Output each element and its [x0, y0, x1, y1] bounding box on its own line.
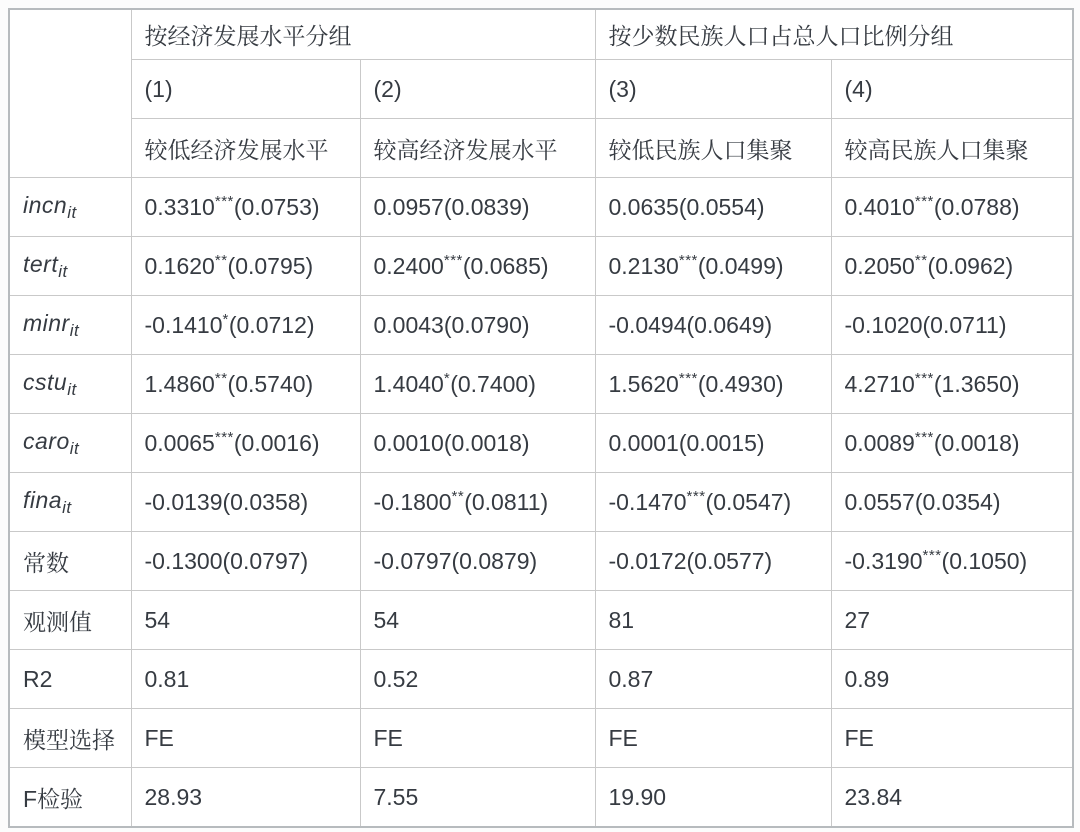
value-cell: 0.3310***(0.0753): [131, 178, 360, 237]
significance-stars: *: [443, 369, 451, 387]
value-cell: FE: [831, 709, 1073, 768]
value-cell: 4.2710***(1.3650): [831, 355, 1073, 414]
table-row: [9, 532, 1073, 591]
value-cell: -0.0172(0.0577): [595, 532, 831, 591]
table-row: [9, 237, 1073, 296]
significance-stars: ***: [678, 251, 698, 269]
row-label: [9, 355, 131, 414]
value-cell: -0.3190***(0.1050): [831, 532, 1073, 591]
variable-name: incn: [23, 191, 68, 218]
table-row: [9, 709, 1073, 768]
model-number-row: [9, 60, 1073, 119]
value-cell: 54: [131, 591, 360, 650]
table-row: [9, 768, 1073, 828]
model-number-3: (3): [595, 60, 831, 119]
value-cell: FE: [595, 709, 831, 768]
variable-name: tert: [23, 250, 59, 277]
row-label: [9, 178, 131, 237]
table-row: [9, 355, 1073, 414]
value-cell: 0.1620**(0.0795): [131, 237, 360, 296]
value-cell: 54: [360, 591, 595, 650]
value-cell: 0.4010***(0.0788): [831, 178, 1073, 237]
value-cell: 7.55: [360, 768, 595, 828]
variable-subscript: it: [67, 379, 77, 399]
value-cell: 0.0010(0.0018): [360, 414, 595, 473]
subheader-row: [9, 119, 1073, 178]
value-cell: FE: [360, 709, 595, 768]
value-cell: 23.84: [831, 768, 1073, 828]
value-cell: 1.4860**(0.5740): [131, 355, 360, 414]
value-cell: -0.0139(0.0358): [131, 473, 360, 532]
value-cell: -0.1470***(0.0547): [595, 473, 831, 532]
significance-stars: **: [451, 487, 465, 505]
variable-subscript: it: [67, 202, 77, 222]
value-cell: 1.5620***(0.4930): [595, 355, 831, 414]
value-cell: -0.1020(0.0711): [831, 296, 1073, 355]
subheader-higher-minority: 较高民族人口集聚: [831, 119, 1073, 178]
row-label: F检验: [9, 768, 131, 828]
value-cell: 27: [831, 591, 1073, 650]
regression-results-table: [8, 8, 1074, 828]
value-cell: 0.81: [131, 650, 360, 709]
subheader-lower-minority: 较低民族人口集聚: [595, 119, 831, 178]
value-cell: 0.52: [360, 650, 595, 709]
significance-stars: **: [214, 369, 228, 387]
value-cell: 0.0557(0.0354): [831, 473, 1073, 532]
value-cell: 0.87: [595, 650, 831, 709]
value-cell: 28.93: [131, 768, 360, 828]
value-cell: 0.89: [831, 650, 1073, 709]
group-header-economic-development: 按经济发展水平分组: [131, 9, 595, 60]
value-cell: -0.1800**(0.0811): [360, 473, 595, 532]
row-label: [9, 473, 131, 532]
value-cell: 0.0635(0.0554): [595, 178, 831, 237]
significance-stars: ***: [914, 369, 934, 387]
table-body: [9, 178, 1073, 828]
value-cell: 0.0001(0.0015): [595, 414, 831, 473]
value-cell: FE: [131, 709, 360, 768]
subheader-higher-economic: 较高经济发展水平: [360, 119, 595, 178]
significance-stars: ***: [914, 192, 934, 210]
variable-subscript: it: [69, 438, 80, 458]
subheader-lower-economic: 较低经济发展水平: [131, 119, 360, 178]
row-label: [9, 296, 131, 355]
value-cell: -0.1300(0.0797): [131, 532, 360, 591]
group-header-row: [9, 9, 1073, 60]
table-header: [9, 9, 1073, 178]
value-cell: 1.4040*(0.7400): [360, 355, 595, 414]
row-label: 观测值: [9, 591, 131, 650]
model-number-1: (1): [131, 60, 360, 119]
table-row: [9, 178, 1073, 237]
table-row: [9, 650, 1073, 709]
value-cell: -0.0797(0.0879): [360, 532, 595, 591]
significance-stars: ***: [214, 428, 234, 446]
row-label: [9, 414, 131, 473]
row-label: R2: [9, 650, 131, 709]
row-label: 常数: [9, 532, 131, 591]
variable-subscript: it: [58, 261, 68, 281]
row-label: 模型选择: [9, 709, 131, 768]
row-label: [9, 237, 131, 296]
value-cell: 0.2400***(0.0685): [360, 237, 595, 296]
model-number-4: (4): [831, 60, 1073, 119]
significance-stars: ***: [678, 369, 698, 387]
significance-stars: **: [914, 251, 928, 269]
significance-stars: ***: [922, 546, 942, 564]
value-cell: -0.0494(0.0649): [595, 296, 831, 355]
variable-name: cstu: [23, 368, 68, 395]
significance-stars: *: [222, 310, 229, 328]
variable-name: minr: [23, 309, 70, 336]
significance-stars: **: [214, 251, 228, 269]
variable-subscript: it: [69, 320, 80, 340]
value-cell: 0.0065***(0.0016): [131, 414, 360, 473]
significance-stars: ***: [443, 251, 463, 269]
value-cell: 0.2050**(0.0962): [831, 237, 1073, 296]
corner-cell: [9, 9, 131, 178]
value-cell: -0.1410*(0.0712): [131, 296, 360, 355]
model-number-2: (2): [360, 60, 595, 119]
significance-stars: ***: [214, 192, 234, 210]
value-cell: 0.0957(0.0839): [360, 178, 595, 237]
value-cell: 0.0043(0.0790): [360, 296, 595, 355]
significance-stars: ***: [914, 428, 934, 446]
table-row: [9, 296, 1073, 355]
table-row: [9, 473, 1073, 532]
value-cell: 19.90: [595, 768, 831, 828]
table-row: [9, 414, 1073, 473]
group-header-minority-population-ratio: 按少数民族人口占总人口比例分组: [595, 9, 1073, 60]
variable-subscript: it: [62, 497, 72, 517]
variable-name: fina: [23, 486, 63, 513]
value-cell: 0.2130***(0.0499): [595, 237, 831, 296]
variable-name: caro: [23, 427, 70, 454]
significance-stars: ***: [686, 487, 706, 505]
value-cell: 81: [595, 591, 831, 650]
value-cell: 0.0089***(0.0018): [831, 414, 1073, 473]
table-row: [9, 591, 1073, 650]
